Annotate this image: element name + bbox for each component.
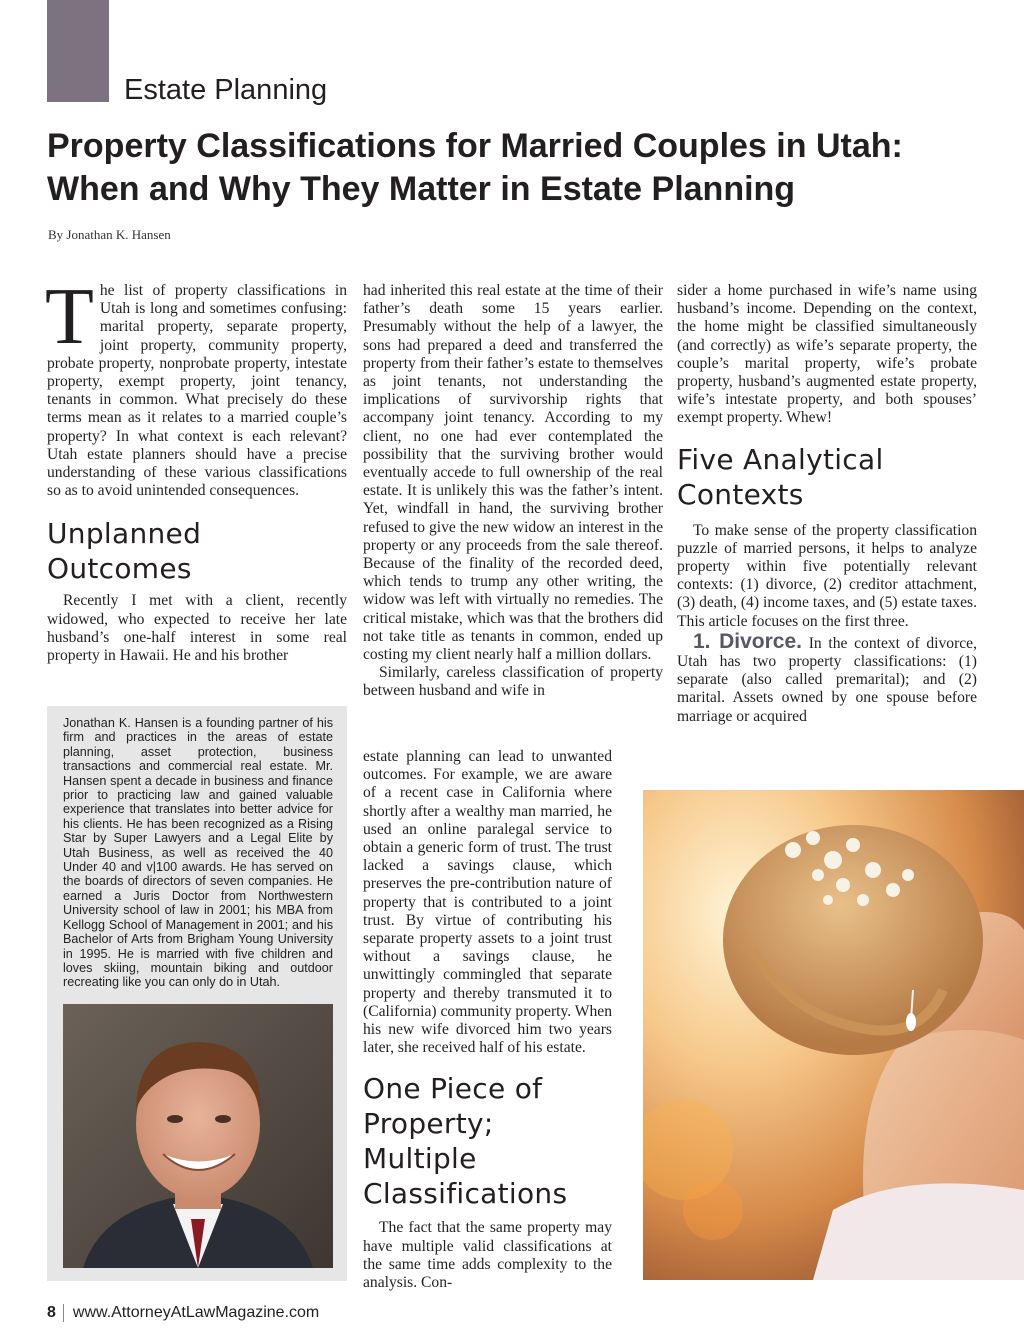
heading-line: Property; Multiple <box>363 1107 494 1176</box>
heading-five-analytical-contexts <box>677 442 977 512</box>
title-line-1: Property Classifications for Married Couples in Utah: <box>47 127 903 165</box>
heading-line: Unplanned <box>47 517 202 551</box>
column-2-narrow <box>363 748 612 1292</box>
paragraph: Similarly, careless classification of property between husband and wife in <box>363 664 663 700</box>
intro-text: he list of property classifications in Utah is long and sometimes confusing: marital property, separate property, joint property, community property, probate property, nonprobate property, intestate property, exempt property, joint tenancy, tenants in common. What precisely do these terms mean as it relates to a married couple’s property? In what context is each relevant? Utah estate planners should have a precise understanding of these various classifications so as to avoid unintended consequences. <box>47 282 347 500</box>
footer-divider <box>63 1304 64 1322</box>
byline: By Jonathan K. Hansen <box>48 227 171 242</box>
heading-one-piece-of-property <box>363 1071 612 1211</box>
heading-line: Classifications <box>363 1177 568 1211</box>
column-3 <box>677 282 977 726</box>
page-footer <box>47 1304 319 1322</box>
paragraph: The fact that the same property may have multiple valid classifications at the same time adds complexity to the analysis. Con- <box>363 1219 612 1292</box>
page-number: 8 <box>47 1304 56 1322</box>
paragraph: sider a home purchased in wife’s name using husband’s income. Depending on the context, the home might be classified simultaneously (and correctly) as wife’s separate property, the couple’s marital property, wife’s probate property, husband’s augmented estate property, wife’s intestate property, and both spouses’ exempt property. Whew! <box>677 282 977 427</box>
author-bio: Jonathan K. Hansen is a founding partner of his firm and practices in the areas of estate planning, asset protection, business transactions and commercial real estate. Mr. Hansen spent a decade in business and finance prior to practicing law and gained valuable experience that translates into better advice for his clients. He has been recognized as a Rising Star by Super Lawyers and a Legal Elite by Utah Business, as well as received the 40 Under 40 and v|100 awards. He has served on the boards of directors of seven companies. He earned a Juris Doctor from Northwestern University school of law in 2001; his MBA from Kellogg School of Management in 2001; and his Bachelor of Arts from Brigham Young University in 1995. He is married with five children and loves skiing, mountain biking and outdoor recreating like you can only do in Utah. <box>63 716 333 990</box>
section-color-bar <box>47 0 109 102</box>
section-label: Estate Planning <box>124 74 328 106</box>
intro-paragraph <box>45 273 347 500</box>
author-photo <box>63 1004 333 1268</box>
heading-unplanned-outcomes <box>47 516 347 586</box>
drop-cap: T <box>45 273 94 361</box>
bride-photo <box>643 790 1024 1280</box>
paragraph: Recently I met with a client, recently widowed, who expected to receive her late husband’s one-half interest in some real property in Hawaii. He and his brother <box>47 592 347 665</box>
divorce-text: In the context of divorce, Utah has two property classifications: (1) separate (also called premarital); and (2) marital. Assets owned by one spouse before marriage or acquired <box>677 634 977 725</box>
paragraph: estate planning can lead to unwanted outcomes. For example, we are aware of a recent case in California where shortly after a wealthy man married, he used an online paralegal service to obtain a generic form of trust. The trust lacked a savings clause, which preserves the pre-contribution nature of property that is contributed to a joint trust. By virtue of contributing his separate property assets to a joint trust without a savings clause, he unwittingly commingled that separate property and thereby transmuted it to (California) community property. When his new wife divorced him two years later, she received half of his estate. <box>363 748 612 1057</box>
paragraph: had inherited this real estate at the time of their father’s death some 15 years earlier. Presumably without the help of a lawyer, the sons had prepared a deed and transferred the property from their father’s estate to themselves as joint tenants, not understanding the implications of survivorship rights that accompany joint tenancy. According to my client, no one had ever contemplated the possibility that the surviving brother would eventually accede to full ownership of the real estate. It is unlikely this was the father’s intent. Yet, windfall in hand, the surviving brother refused to give the new widow an interest in the property or any proceeds from the sale thereof. Because of the finality of the recorded deed, which tends to trump any other writing, the widow was left with virtually no remedies. The critical mistake, which was that the brothers did not take title as tenants in common, ended up costing my client nearly half a million dollars. <box>363 282 663 664</box>
heading-line: Contexts <box>677 477 804 511</box>
column-1 <box>45 273 347 665</box>
magazine-url: www.AttorneyAtLawMagazine.com <box>72 1304 320 1322</box>
divorce-heading: 1. Divorce. <box>693 629 803 653</box>
column-2 <box>363 282 663 701</box>
heading-line: Outcomes <box>47 552 192 586</box>
article-title <box>47 125 987 211</box>
heading-line: One Piece of <box>363 1072 543 1106</box>
title-line-2: When and Why They Matter in Estate Planning <box>47 170 796 208</box>
paragraph: To make sense of the property classification puzzle of married persons, it helps to analyze property within five potentially relevant contexts: (1) divorce, (2) creditor attachment, (3) death, (4) income taxes, and (5) estate taxes. This article focuses on the first three. <box>677 521 977 630</box>
divorce-paragraph <box>677 629 977 726</box>
heading-line: Five Analytical <box>677 442 884 476</box>
